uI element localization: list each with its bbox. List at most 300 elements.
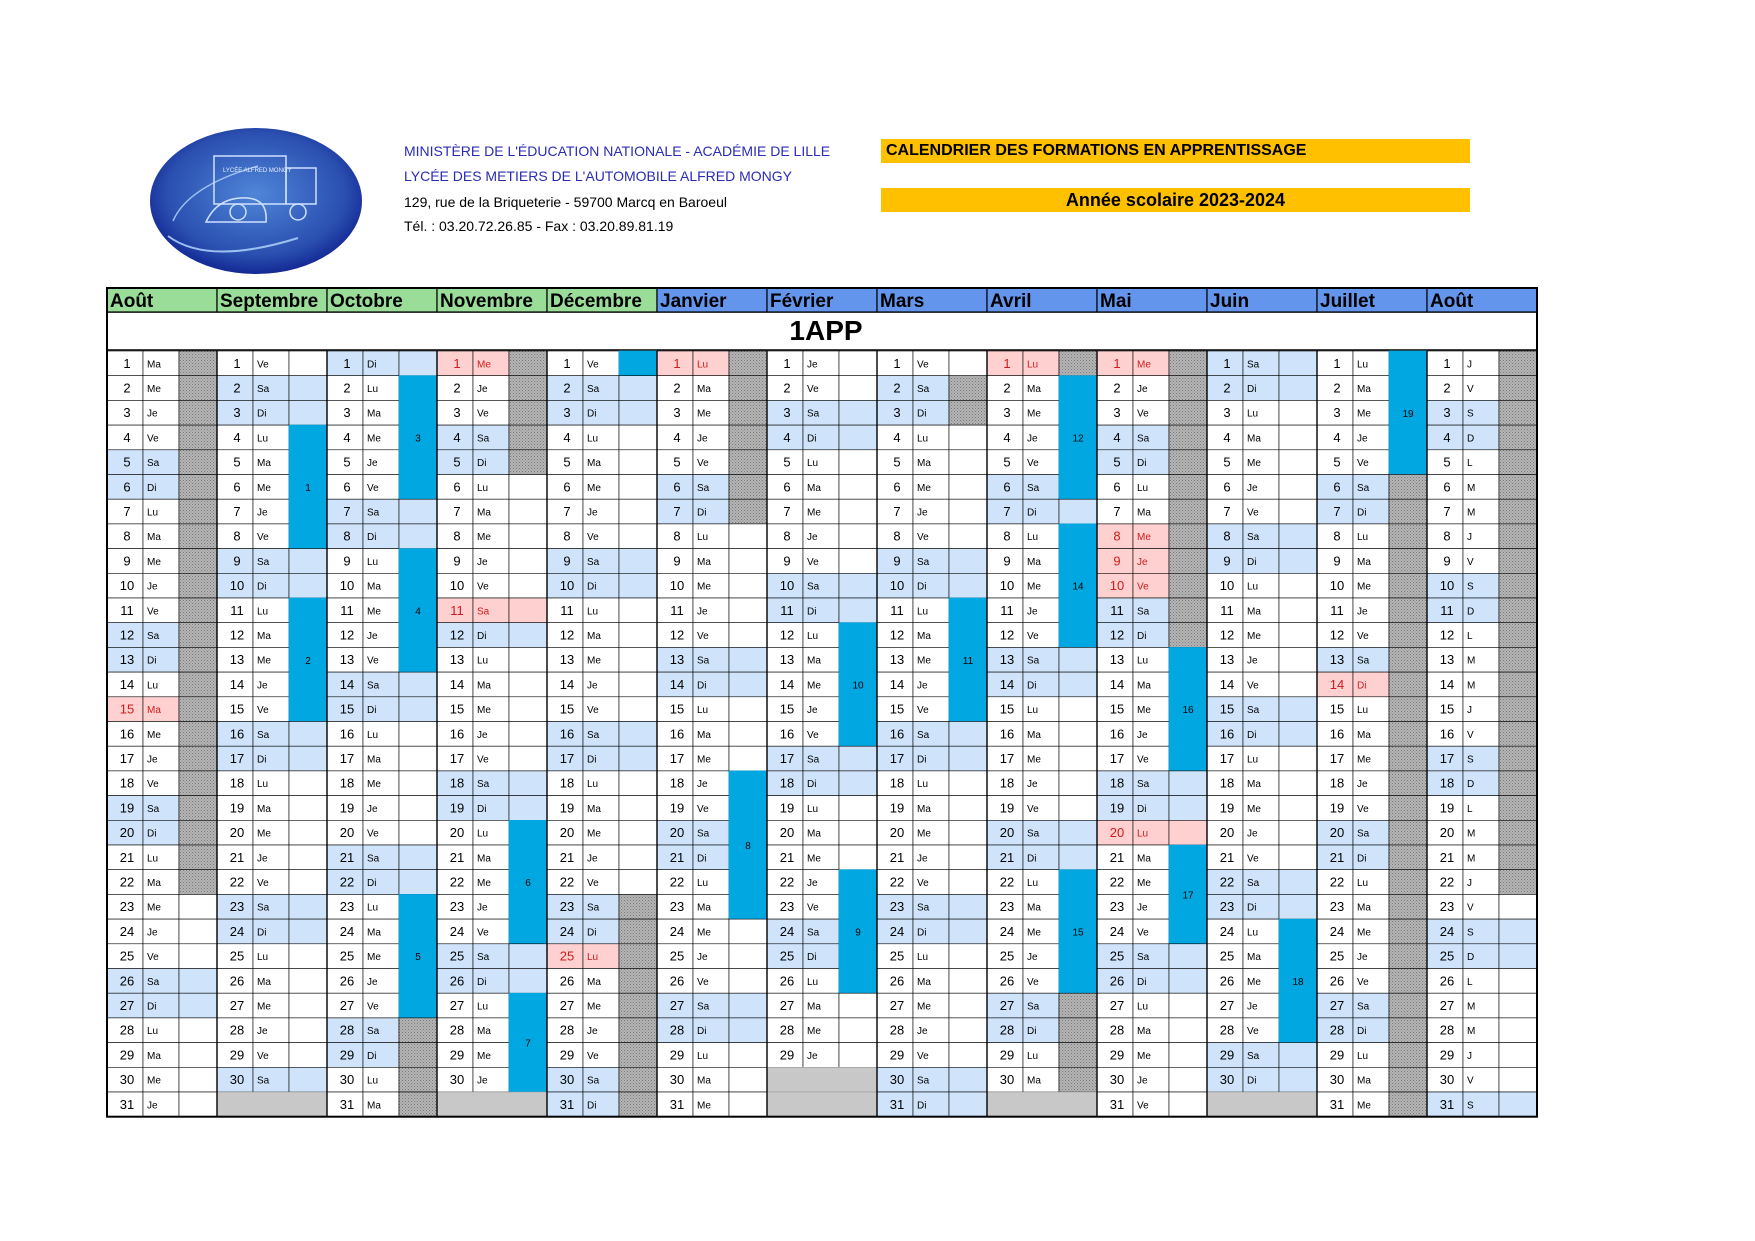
day-name: Ma: [1357, 729, 1371, 741]
day-name: Di: [1137, 458, 1147, 470]
week-cell: [1059, 351, 1097, 376]
week-cell: [839, 598, 877, 623]
week-cell: [289, 697, 327, 722]
week-cell: [179, 969, 217, 994]
week-cell: [399, 623, 437, 648]
day-number: 21: [779, 849, 795, 865]
day-name: Sa: [1027, 655, 1040, 667]
day-number: 5: [673, 454, 681, 470]
day-number: 13: [119, 652, 135, 668]
day-number: 14: [119, 676, 135, 692]
day-name: Lu: [587, 952, 599, 964]
week-cell: [1499, 870, 1537, 895]
week-cell: [619, 796, 657, 821]
week-cell: [729, 499, 767, 524]
day-name: Di: [147, 655, 157, 667]
day-name: Je: [147, 408, 158, 420]
month-name: Avril: [990, 291, 1032, 312]
day-name: Sa: [1357, 482, 1370, 494]
day-number: 13: [779, 652, 795, 668]
day-number: 4: [1333, 429, 1341, 445]
day-name: Ma: [257, 803, 271, 815]
day-number: 26: [229, 973, 245, 989]
week-cell: [289, 919, 327, 944]
day-number: 11: [1440, 602, 1454, 618]
week-cell: [179, 598, 217, 623]
day-name: Je: [1027, 433, 1038, 445]
day-name: Di: [697, 507, 707, 519]
week-cell: [289, 524, 327, 549]
day-number: 25: [669, 948, 685, 964]
day-name: Di: [257, 927, 267, 939]
week-cell: [399, 796, 437, 821]
day-number: 13: [669, 652, 685, 668]
day-number: 19: [119, 800, 135, 816]
day-name: Ve: [1357, 803, 1369, 815]
day-number: 29: [339, 1047, 355, 1063]
week-cell: [509, 820, 547, 845]
day-name: Sa: [587, 1075, 600, 1087]
day-number: 27: [889, 997, 905, 1013]
day-number: 31: [1329, 1096, 1345, 1112]
day-number: 21: [559, 849, 575, 865]
day-number: 2: [1443, 380, 1451, 396]
day-number: 6: [1003, 479, 1011, 495]
day-number: 16: [119, 726, 135, 742]
day-name: Ma: [807, 1001, 821, 1013]
day-name: Lu: [477, 828, 489, 840]
day-name: Je: [257, 507, 268, 519]
day-number: 18: [559, 775, 575, 791]
week-cell: [949, 919, 987, 944]
week-cell: [289, 894, 327, 919]
day-number: 29: [119, 1047, 135, 1063]
week-cell: [1279, 475, 1317, 500]
day-name: Ma: [917, 631, 931, 643]
week-cell: [729, 1043, 767, 1068]
day-number: 28: [779, 1022, 795, 1038]
week-cell: [1169, 796, 1207, 821]
month-name: Décembre: [550, 291, 642, 312]
day-number: 3: [1443, 405, 1451, 421]
day-number: 17: [1439, 750, 1455, 766]
week-cell: [289, 549, 327, 574]
day-number: 4: [343, 429, 351, 445]
day-name: Ma: [1357, 902, 1371, 914]
day-name: Ve: [257, 878, 269, 890]
day-number: 25: [449, 948, 465, 964]
week-cell: [619, 993, 657, 1018]
calendar-title-banner: CALENDRIER DES FORMATIONS EN APPRENTISSAGE: [881, 139, 1470, 163]
day-name: Je: [587, 680, 598, 692]
day-name: Ve: [917, 705, 929, 717]
week-cell: [1059, 944, 1097, 969]
day-name: Lu: [367, 556, 379, 568]
day-number: 30: [449, 1072, 465, 1088]
week-cell: [839, 1043, 877, 1068]
day-name: Je: [1137, 729, 1148, 741]
day-name: Lu: [367, 729, 379, 741]
day-name: V: [1467, 556, 1474, 568]
week-cell: [1059, 549, 1097, 574]
week-cell: [949, 1092, 987, 1117]
day-name: L: [1467, 976, 1473, 988]
day-number: 25: [339, 948, 355, 964]
day-name: Je: [697, 952, 708, 964]
day-name: Me: [917, 482, 931, 494]
day-number: 1: [453, 355, 461, 371]
day-number: 5: [783, 454, 791, 470]
day-name: Ve: [697, 803, 709, 815]
day-name: Ve: [1027, 803, 1039, 815]
week-cell: [1389, 820, 1427, 845]
day-number: 17: [889, 750, 905, 766]
empty-cell: [437, 1092, 547, 1117]
day-number: 13: [999, 652, 1015, 668]
day-name: Sa: [587, 384, 600, 396]
month-name: Novembre: [440, 291, 533, 312]
day-number: 28: [889, 1022, 905, 1038]
week-cell: [1059, 993, 1097, 1018]
week-cell: [1279, 573, 1317, 598]
day-name: Di: [367, 359, 377, 371]
week-cell: [1279, 1067, 1317, 1092]
day-name: Sa: [257, 384, 270, 396]
day-number: 31: [889, 1096, 905, 1112]
day-name: Lu: [917, 433, 929, 445]
day-name: Me: [147, 384, 161, 396]
week-cell: [1169, 425, 1207, 450]
day-number: 23: [119, 899, 135, 915]
day-name: Di: [257, 581, 267, 593]
week-cell: [1389, 697, 1427, 722]
day-name: Ma: [367, 1100, 381, 1112]
day-name: Di: [1137, 631, 1147, 643]
day-number: 4: [673, 429, 681, 445]
day-name: Je: [477, 729, 488, 741]
day-name: Je: [587, 853, 598, 865]
day-number: 13: [1219, 652, 1235, 668]
day-name: Me: [697, 581, 711, 593]
day-name: S: [1467, 754, 1474, 766]
day-name: Ve: [257, 359, 269, 371]
day-number: 16: [1219, 726, 1235, 742]
day-number: 17: [339, 750, 355, 766]
day-name: D: [1467, 606, 1475, 618]
day-name: Ve: [587, 878, 599, 890]
day-name: Ve: [807, 556, 819, 568]
day-name: Ve: [807, 729, 819, 741]
day-name: Me: [477, 705, 491, 717]
day-number: 7: [1333, 503, 1341, 519]
day-number: 11: [560, 602, 574, 618]
week-number: 5: [415, 952, 421, 964]
day-number: 16: [1329, 726, 1345, 742]
ministry-line: MINISTÈRE DE L'ÉDUCATION NATIONALE - ACADÉMIE DE LILLE: [404, 143, 831, 159]
week-cell: [1059, 623, 1097, 648]
day-name: Ve: [147, 952, 159, 964]
day-number: 9: [123, 553, 131, 569]
school-address: 129, rue de la Briqueterie - 59700 Marcq en Baroeul: [404, 194, 727, 210]
week-cell: [179, 400, 217, 425]
day-number: 13: [559, 652, 575, 668]
week-cell: [1389, 450, 1427, 475]
day-number: 12: [339, 627, 355, 643]
week-cell: [179, 475, 217, 500]
day-name: Me: [1357, 408, 1371, 420]
day-name: Ma: [697, 729, 711, 741]
week-cell: [1279, 598, 1317, 623]
day-name: Di: [917, 754, 927, 766]
week-cell: [1169, 623, 1207, 648]
week-cell: [729, 351, 767, 376]
day-name: Di: [1027, 680, 1037, 692]
week-cell: [289, 598, 327, 623]
week-cell: [839, 697, 877, 722]
week-cell: [729, 993, 767, 1018]
day-name: Sa: [1247, 359, 1260, 371]
day-number: 13: [1109, 652, 1125, 668]
day-name: Me: [587, 1001, 601, 1013]
day-name: Ma: [1247, 433, 1261, 445]
day-name: Me: [1247, 976, 1261, 988]
day-number: 24: [119, 923, 135, 939]
week-cell: [729, 400, 767, 425]
day-number: 7: [1223, 503, 1231, 519]
week-cell: [509, 647, 547, 672]
day-name: Di: [1247, 384, 1257, 396]
week-cell: [1499, 425, 1537, 450]
day-number: 23: [1439, 899, 1455, 915]
week-cell: [729, 1092, 767, 1117]
day-number: 17: [449, 750, 465, 766]
day-number: 15: [1109, 701, 1125, 717]
day-number: 20: [339, 825, 355, 841]
day-name: Ve: [1137, 581, 1149, 593]
day-number: 15: [999, 701, 1015, 717]
day-name: M: [1467, 482, 1476, 494]
week-cell: [949, 870, 987, 895]
day-number: 18: [1109, 775, 1125, 791]
week-cell: [729, 771, 767, 796]
day-name: Sa: [1357, 1001, 1370, 1013]
day-number: 23: [449, 899, 465, 915]
day-name: Sa: [807, 927, 820, 939]
day-name: Ma: [1027, 556, 1041, 568]
week-cell: [179, 697, 217, 722]
day-number: 23: [1109, 899, 1125, 915]
day-number: 2: [1003, 380, 1011, 396]
day-number: 12: [999, 627, 1015, 643]
day-number: 11: [340, 602, 354, 618]
week-cell: [1169, 1018, 1207, 1043]
week-cell: [1499, 894, 1537, 919]
day-name: Ve: [697, 458, 709, 470]
day-name: Sa: [367, 1026, 380, 1038]
day-number: 8: [783, 528, 791, 544]
day-name: Me: [1137, 1050, 1151, 1062]
day-number: 2: [563, 380, 571, 396]
day-name: Lu: [587, 606, 599, 618]
day-name: Lu: [367, 902, 379, 914]
week-cell: [179, 549, 217, 574]
day-name: Me: [1247, 631, 1261, 643]
day-name: Sa: [1247, 878, 1260, 890]
day-number: 27: [1109, 997, 1125, 1013]
day-name: Di: [1137, 976, 1147, 988]
day-number: 12: [1439, 627, 1455, 643]
day-name: Di: [697, 853, 707, 865]
day-name: Ma: [147, 878, 161, 890]
day-name: Lu: [147, 853, 159, 865]
day-number: 31: [339, 1096, 355, 1112]
week-cell: [179, 845, 217, 870]
day-name: Sa: [587, 556, 600, 568]
week-cell: [729, 1018, 767, 1043]
day-name: Di: [477, 631, 487, 643]
day-name: L: [1467, 458, 1473, 470]
day-number: 9: [1003, 553, 1011, 569]
week-cell: [179, 944, 217, 969]
day-number: 23: [1329, 899, 1345, 915]
day-name: Sa: [257, 556, 270, 568]
week-cell: [839, 524, 877, 549]
day-number: 10: [119, 578, 135, 594]
day-number: 30: [339, 1072, 355, 1088]
day-number: 27: [1219, 997, 1235, 1013]
day-number: 8: [343, 528, 351, 544]
day-number: 1: [233, 355, 241, 371]
day-number: 20: [1439, 825, 1455, 841]
day-number: 21: [1219, 849, 1235, 865]
day-number: 15: [229, 701, 245, 717]
week-cell: [399, 400, 437, 425]
day-number: 7: [783, 503, 791, 519]
week-cell: [729, 623, 767, 648]
week-cell: [1279, 623, 1317, 648]
day-number: 21: [339, 849, 355, 865]
day-name: Sa: [1137, 779, 1150, 791]
day-number: 10: [999, 578, 1015, 594]
day-name: Sa: [1027, 482, 1040, 494]
week-cell: [1499, 573, 1537, 598]
day-name: Ma: [807, 828, 821, 840]
day-name: Je: [1137, 1075, 1148, 1087]
day-number: 13: [1329, 652, 1345, 668]
day-name: Lu: [257, 433, 269, 445]
day-number: 8: [673, 528, 681, 544]
day-number: 27: [229, 997, 245, 1013]
day-number: 18: [449, 775, 465, 791]
week-cell: [399, 919, 437, 944]
day-name: Ve: [807, 384, 819, 396]
day-number: 7: [453, 503, 461, 519]
week-cell: [179, 771, 217, 796]
day-number: 4: [233, 429, 241, 445]
day-number: 15: [119, 701, 135, 717]
week-cell: [1499, 845, 1537, 870]
week-number: 12: [1072, 433, 1084, 445]
week-cell: [399, 1092, 437, 1117]
day-number: 22: [339, 874, 355, 890]
week-cell: [949, 549, 987, 574]
day-name: Sa: [1137, 952, 1150, 964]
week-cell: [509, 573, 547, 598]
day-name: Ma: [477, 680, 491, 692]
week-cell: [619, 919, 657, 944]
week-cell: [949, 697, 987, 722]
day-name: Ma: [257, 631, 271, 643]
week-cell: [1169, 549, 1207, 574]
day-number: 29: [559, 1047, 575, 1063]
day-number: 9: [783, 553, 791, 569]
week-cell: [289, 796, 327, 821]
day-number: 3: [893, 405, 901, 421]
day-name: Je: [587, 1026, 598, 1038]
day-name: Me: [1247, 458, 1261, 470]
day-name: Me: [147, 729, 161, 741]
day-name: Ve: [917, 359, 929, 371]
day-name: Sa: [917, 1075, 930, 1087]
day-name: Me: [807, 507, 821, 519]
day-number: 5: [893, 454, 901, 470]
day-name: Me: [1247, 803, 1261, 815]
week-cell: [949, 771, 987, 796]
day-name: Ve: [1137, 754, 1149, 766]
day-name: Ve: [1247, 1026, 1259, 1038]
day-name: Je: [147, 581, 158, 593]
day-number: 15: [779, 701, 795, 717]
day-number: 26: [1329, 973, 1345, 989]
day-name: Ma: [1247, 779, 1261, 791]
week-cell: [399, 524, 437, 549]
week-cell: [1279, 647, 1317, 672]
school-year-banner: Année scolaire 2023-2024: [881, 188, 1470, 212]
week-number: 10: [852, 680, 864, 692]
day-name: Ma: [587, 631, 601, 643]
day-number: 21: [229, 849, 245, 865]
day-name: Sa: [1027, 1001, 1040, 1013]
day-name: Di: [1357, 1026, 1367, 1038]
day-number: 6: [563, 479, 571, 495]
day-number: 4: [1443, 429, 1451, 445]
week-cell: [1279, 450, 1317, 475]
day-name: Sa: [807, 754, 820, 766]
week-cell: [179, 796, 217, 821]
week-cell: [1499, 746, 1537, 771]
day-number: 11: [120, 602, 134, 618]
day-number: 22: [1439, 874, 1455, 890]
day-name: Di: [257, 408, 267, 420]
day-name: Lu: [1357, 705, 1369, 717]
day-number: 19: [889, 800, 905, 816]
week-cell: [1059, 1018, 1097, 1043]
day-number: 3: [783, 405, 791, 421]
day-number: 7: [1443, 503, 1451, 519]
day-name: Ma: [367, 408, 381, 420]
day-name: Di: [917, 1100, 927, 1112]
day-name: Me: [1027, 581, 1041, 593]
day-number: 3: [233, 405, 241, 421]
day-number: 12: [779, 627, 795, 643]
week-cell: [1279, 820, 1317, 845]
day-name: Ve: [1027, 458, 1039, 470]
day-name: Je: [1247, 828, 1258, 840]
day-name: Lu: [697, 878, 709, 890]
week-cell: [729, 796, 767, 821]
week-cell: [289, 969, 327, 994]
day-number: 10: [1439, 578, 1455, 594]
